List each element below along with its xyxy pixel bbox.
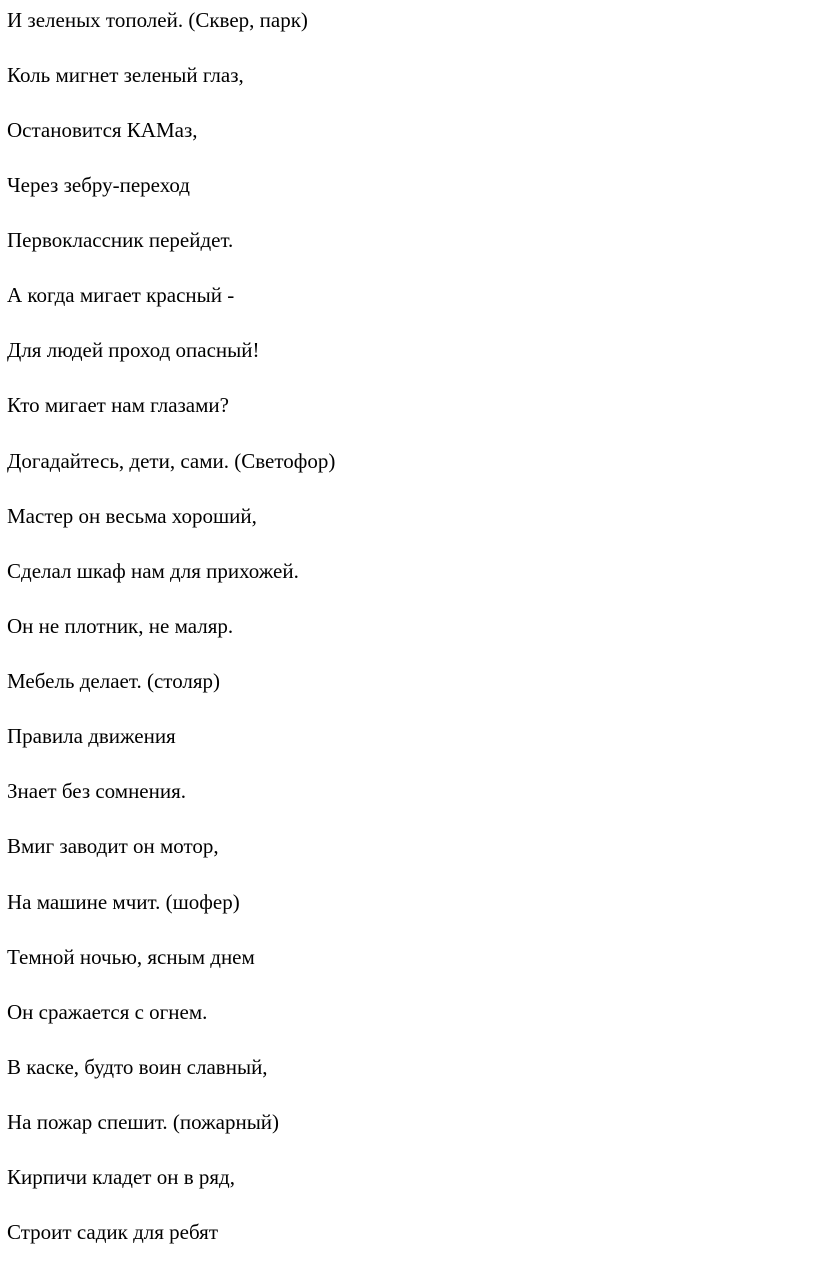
text-line: На пожар спешит. (пожарный) <box>7 1110 280 1134</box>
text-line: Коль мигнет зеленый глаз, <box>7 63 244 87</box>
text-line: Остановится КАМаз, <box>7 118 198 142</box>
text-line: Сделал шкаф нам для прихожей. <box>7 559 299 583</box>
text-line: В каске, будто воин славный, <box>7 1055 268 1079</box>
text-line: А когда мигает красный - <box>7 283 235 307</box>
text-line: Знает без сомнения. <box>7 779 187 803</box>
text-line: Догадайтесь, дети, сами. (Светофор) <box>7 449 336 473</box>
text-line: Он не плотник, не маляр. <box>7 614 234 638</box>
text-line: Он сражается с огнем. <box>7 1000 208 1024</box>
text-line: На машине мчит. (шофер) <box>7 890 240 914</box>
text-line: Кто мигает нам глазами? <box>7 393 229 417</box>
text-line: Вмиг заводит он мотор, <box>7 834 219 858</box>
text-line: Строит садик для ребят <box>7 1220 218 1244</box>
text-line: Мастер он весьма хороший, <box>7 504 257 528</box>
text-line: И зеленых тополей. (Сквер, парк) <box>7 8 308 32</box>
text-line: Правила движения <box>7 724 176 748</box>
text-line: Мебель делает. (столяр) <box>7 669 221 693</box>
text-line: Темной ночью, ясным днем <box>7 945 255 969</box>
text-line: Для людей проход опасный! <box>7 338 260 362</box>
text-line: Кирпичи кладет он в ряд, <box>7 1165 235 1189</box>
text-line: Первоклассник перейдет. <box>7 228 234 252</box>
text-line: Через зебру-переход <box>7 173 190 197</box>
